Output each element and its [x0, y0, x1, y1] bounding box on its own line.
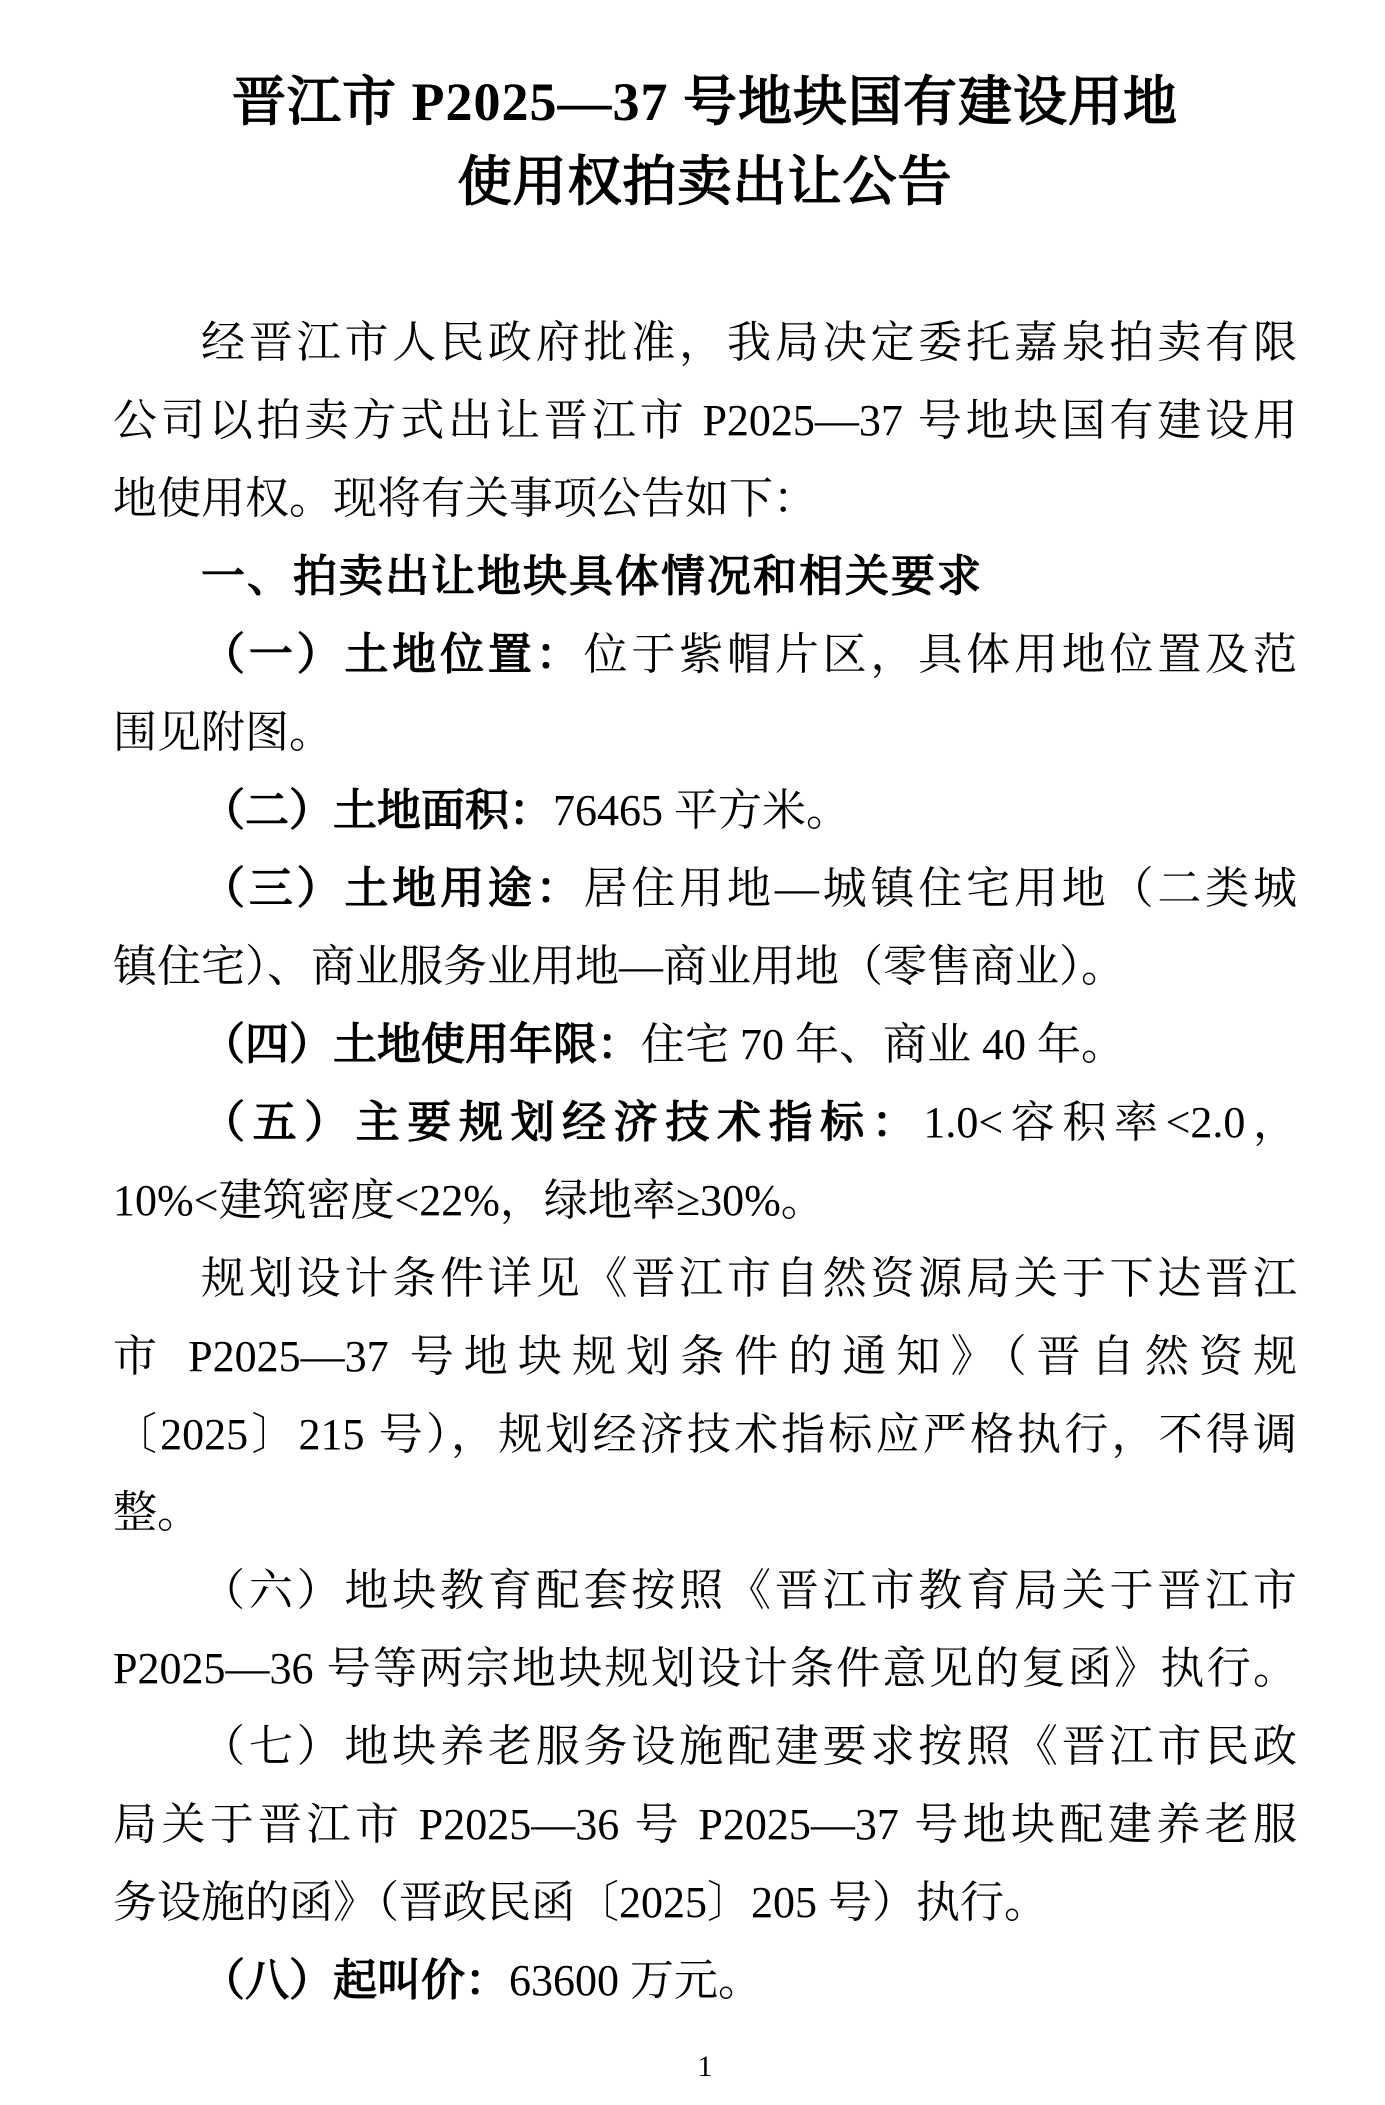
item-text: 住宅 70 年、商业 40 年。 [641, 1020, 1125, 1069]
body-line: 市 P2025—37 号地块规划条件的通知》（晋自然资规 [113, 1332, 1297, 1381]
body-line [113, 850, 1297, 928]
body-line: 公司以拍卖方式出让晋江市 P2025—37 号地块国有建设用 [113, 396, 1297, 445]
item-land-use [113, 850, 1297, 1006]
item-text: 63600 万元。 [509, 1956, 762, 2005]
item-label: （二）土地面积： [201, 786, 553, 835]
item-text: 76465 平方米。 [553, 786, 850, 835]
section-heading: 一、拍卖出让地块具体情况和相关要求 [201, 552, 983, 601]
body-line: （六）地块教育配套按照《晋江市教育局关于晋江市 [201, 1566, 1297, 1615]
body-line [113, 616, 1297, 694]
item-label: （八）起叫价： [201, 1956, 509, 2005]
body-line: 规划设计条件详见《晋江市自然资源局关于下达晋江 [201, 1254, 1297, 1303]
document-title [113, 62, 1297, 222]
page-footer [113, 2042, 1297, 2092]
item-land-area [113, 772, 1297, 850]
body-line: 围见附图。 [113, 708, 333, 757]
body-line: （七）地块养老服务设施配建要求按照《晋江市民政 [201, 1722, 1297, 1771]
body-line: 镇住宅）、商业服务业用地—商业用地（零售商业）。 [113, 942, 1125, 991]
item-label: （四）土地使用年限： [201, 1020, 641, 1069]
body-line: 〔2025〕215 号），规划经济技术指标应严格执行，不得调 [113, 1410, 1297, 1459]
body-line [113, 1006, 1297, 1084]
planning-conditions-note [113, 1240, 1297, 1552]
title-line-2: 使用权拍卖出让公告 [457, 152, 953, 212]
item-label: （三）土地用途： [201, 864, 584, 913]
body-line: 地使用权。现将有关事项公告如下： [113, 474, 817, 523]
item-land-term [113, 1006, 1297, 1084]
body-line [113, 772, 1297, 850]
item-education-facilities [113, 1552, 1297, 1708]
body-line: 10%<建筑密度<22%，绿地率≥30%。 [113, 1176, 825, 1225]
item-starting-price [113, 1942, 1297, 2020]
page-number: 1 [697, 2050, 713, 2083]
item-label: （五）主要规划经济技术指标： [201, 1098, 924, 1147]
body-line: 务设施的函》（晋政民函〔2025〕205 号）执行。 [113, 1878, 1048, 1927]
body-line: P2025—36 号等两宗地块规划设计条件意见的复函》执行。 [113, 1644, 1297, 1693]
intro-paragraph [113, 304, 1297, 538]
title-line-1: 晋江市 P2025—37 号地块国有建设用地 [232, 72, 1178, 132]
body-line [113, 1942, 1297, 2020]
item-text: 位于紫帽片区，具体用地位置及范 [583, 630, 1297, 679]
item-text: 居住用地—城镇住宅用地（二类城 [583, 864, 1297, 913]
item-land-location [113, 616, 1297, 772]
body-line [113, 1084, 1297, 1162]
body-line: 经晋江市人民政府批准，我局决定委托嘉泉拍卖有限 [201, 318, 1297, 367]
body-line: 整。 [113, 1488, 201, 1537]
item-elderly-care-facilities [113, 1708, 1297, 1942]
item-planning-indicators [113, 1084, 1297, 1240]
item-text: 1.0<容积率<2.0， [923, 1098, 1297, 1147]
document-body [113, 304, 1297, 2020]
item-label: （一）土地位置： [201, 630, 584, 679]
body-line: 局关于晋江市 P2025—36 号 P2025—37 号地块配建养老服 [113, 1800, 1297, 1849]
